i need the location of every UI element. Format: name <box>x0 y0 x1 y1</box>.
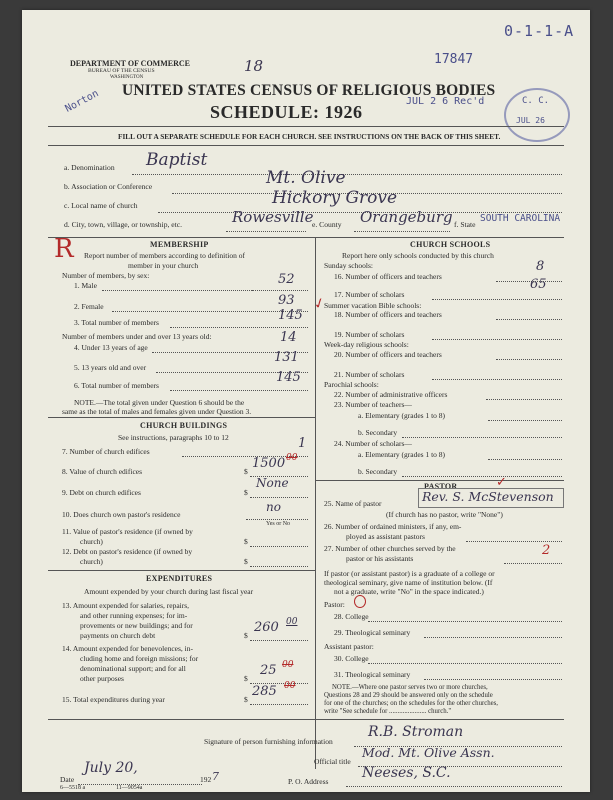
stamp-jul: JUL 26 <box>516 116 545 125</box>
q19-line <box>432 339 562 340</box>
q14-cents: 00 <box>282 660 294 670</box>
q29-line <box>424 637 562 638</box>
q12-label-2: church) <box>80 557 103 566</box>
q24a-line <box>488 459 562 460</box>
q1-line <box>252 290 308 291</box>
q9-label: 9. Debt on church edifices <box>62 488 141 497</box>
q25-value: Rev. S. McStevenson <box>422 489 554 504</box>
pastor-sub-label: Pastor: <box>324 600 345 609</box>
q13-label-3: provements or new buildings; and for <box>80 621 193 630</box>
po-address-line <box>346 786 562 787</box>
q15-value: 285 <box>252 684 277 699</box>
q14-label-2: cluding home and foreign missions; for <box>80 654 199 663</box>
q13-label-1: 13. Amount expended for salaries, repairs, <box>62 601 190 610</box>
bureau-name: BUREAU OF THE CENSUS <box>88 68 155 74</box>
q24-label: 24. Number of scholars— <box>334 439 412 448</box>
q14-label-3: denominational support; and for all <box>80 664 186 673</box>
q28-label: 28. College <box>334 612 369 621</box>
q3-line <box>170 327 308 328</box>
q13-cents: 00 <box>286 617 298 627</box>
q26-line <box>466 541 562 542</box>
stamp-cc: C. C. <box>522 96 550 106</box>
q23a-label: a. Elementary (grades 1 to 8) <box>358 411 446 420</box>
association-label: b. Association or Conference <box>64 182 153 191</box>
q7-label: 7. Number of church edifices <box>62 447 150 456</box>
buildings-sub: See instructions, paragraphs 10 to 12 <box>118 433 229 442</box>
state-value: SOUTH CAROLINA <box>480 213 561 224</box>
pastor-note-2: Questions 28 and 29 should be answered only on the schedule <box>324 692 493 699</box>
pastor-note-1: NOTE.—Where one pastor serves two or more churches, <box>332 684 488 691</box>
q15-label: 15. Total expenditures during year <box>62 695 165 704</box>
q31-label: 31. Theological seminary <box>334 670 411 679</box>
q4-label: 4. Under 13 years of age <box>74 343 148 352</box>
pencil-number: 18 <box>244 57 264 75</box>
q14-value: 25 <box>260 663 277 678</box>
q13-label-4: payments on church debt <box>80 631 156 640</box>
q9-value: None <box>256 476 289 490</box>
weekday-label: Week-day religious schools: <box>324 340 409 349</box>
age-label: Number of members under and over 13 years old: <box>62 332 212 341</box>
q13-value: 260 <box>254 620 279 635</box>
q13-line <box>250 640 308 641</box>
buildings-heading: CHURCH BUILDINGS <box>140 421 228 430</box>
q8-cents: 00 <box>286 453 298 463</box>
print-code: 11—9054a <box>116 785 143 791</box>
q3-value: 145 <box>278 308 303 323</box>
q23a-line <box>488 420 562 421</box>
q10-line <box>246 519 308 520</box>
q15-dollar: $ <box>244 695 248 704</box>
membership-heading: MEMBERSHIP <box>150 240 209 249</box>
stamp-number: 17847 <box>434 52 474 67</box>
q22-label: 22. Number of administrative officers <box>334 390 448 399</box>
q11-line <box>250 546 308 547</box>
q16-label: 16. Number of officers and teachers <box>334 272 442 281</box>
header-rule <box>48 126 564 127</box>
q18-line <box>496 319 562 320</box>
association-value: Mt. Olive <box>266 168 346 188</box>
buildings-rule <box>48 417 315 418</box>
pastor-note-4: write "See schedule for ...................... church." <box>324 708 452 715</box>
q17-line <box>432 299 562 300</box>
q3-label: 3. Total number of members <box>74 318 159 327</box>
q21-line <box>432 379 562 380</box>
q13-label-2: and other running expenses; for im- <box>80 611 188 620</box>
census-schedule-sheet <box>22 10 590 792</box>
q14-dollar: $ <box>244 674 248 683</box>
city-line <box>226 231 306 232</box>
q8-label: 8. Value of church edifices <box>62 467 143 476</box>
q14-label-1: 14. Amount expended for benevolences, in- <box>62 644 194 653</box>
county-label: e. County <box>312 220 342 229</box>
state-label: f. State <box>454 220 476 229</box>
county-value: Orangeburg <box>360 208 453 226</box>
q10-value: no <box>266 500 281 514</box>
q30-label: 30. College <box>334 654 369 663</box>
q23b-label: b. Secondary <box>358 428 398 437</box>
local-name-label: c. Local name of church <box>64 201 138 210</box>
pastor-note-3: for one of the churches; on the schedules for the other churches, <box>324 700 499 707</box>
q24b-label: b. Secondary <box>358 467 398 476</box>
membership-note-1: NOTE.—The total given under Question 6 should be the <box>74 398 245 407</box>
q25-hint: (If church has no pastor, write "None") <box>386 510 503 519</box>
schedule-title: SCHEDULE: 1926 <box>210 102 363 122</box>
year-prefix: 192 <box>200 775 212 784</box>
q24a-label: a. Elementary (grades 1 to 8) <box>358 450 446 459</box>
red-circle-mark <box>354 595 366 608</box>
q27-line <box>504 563 562 564</box>
q17-label: 17. Number of scholars <box>334 290 405 299</box>
parochial-label: Parochial schools: <box>324 380 379 389</box>
q14-label-4: other purposes <box>80 674 124 683</box>
instruction-line: FILL OUT A SEPARATE SCHEDULE FOR EACH CHURCH. SEE INSTRUCTIONS ON THE BACK OF THIS SHEET. <box>118 132 501 141</box>
q27-label-1: 27. Number of other churches served by the <box>324 544 456 553</box>
q10-label: 10. Does church own pastor's residence <box>62 510 181 519</box>
stamp-norton: Norton <box>63 88 101 115</box>
membership-intro-1: Report number of members according to definition of <box>84 251 245 260</box>
denomination-value: Baptist <box>146 150 208 170</box>
expenditures-rule <box>48 570 315 571</box>
membership-note-2: same as the total of males and females given under Question 3. <box>62 407 252 416</box>
signature-label: Signature of person furnishing information <box>204 737 333 746</box>
q12-dollar: $ <box>244 557 248 566</box>
q9-dollar: $ <box>244 488 248 497</box>
grad-text-2: theological seminary, give name of institution below. (If <box>324 578 493 587</box>
bureau-city: WASHINGTON <box>110 75 144 80</box>
q6-label: 6. Total number of members <box>74 381 159 390</box>
q5-label: 5. 13 years old and over <box>74 363 147 372</box>
q22-line <box>486 399 562 400</box>
city-value: Rowesville <box>232 208 314 226</box>
q20-line <box>496 359 562 360</box>
q17-value: 65 <box>530 277 547 292</box>
date-label: Date <box>60 775 75 784</box>
po-address-label: P. O. Address <box>288 777 329 786</box>
q11-label-2: church) <box>80 537 103 546</box>
q8-value: 1500 <box>252 456 286 471</box>
yes-no-hint: Yes or No <box>266 521 291 527</box>
red-tick-pastor: ✓ <box>496 474 507 489</box>
denomination-label: a. Denomination <box>64 163 115 172</box>
q27-label-2: pastor or his assistants <box>346 554 414 563</box>
summer-label: Summer vacation Bible schools: <box>324 301 422 310</box>
q20-label: 20. Number of officers and teachers <box>334 350 442 359</box>
q1-label: 1. Male <box>74 281 97 290</box>
q23b-line <box>402 437 562 438</box>
city-label: d. City, town, village, or township, etc. <box>64 220 183 229</box>
form-title: UNITED STATES CENSUS OF RELIGIOUS BODIES <box>122 82 496 99</box>
year-value: 7 <box>212 770 219 783</box>
official-title-label: Official title <box>314 757 351 766</box>
pastor-rule <box>315 480 564 481</box>
q11-label-1: 11. Value of pastor's residence (if owned by <box>62 527 193 536</box>
column-divider <box>315 237 316 769</box>
q1-leader <box>102 290 272 291</box>
q24b-line <box>402 476 562 477</box>
q8-dollar: $ <box>244 467 248 476</box>
q28-line <box>368 621 562 622</box>
q2-label: 2. Female <box>74 302 104 311</box>
q16-line <box>496 281 562 282</box>
q6-value: 145 <box>276 370 301 385</box>
q12-line <box>250 566 308 567</box>
q15-line <box>250 704 308 705</box>
po-address-value: Neeses, S.C. <box>362 765 451 781</box>
q25-label: 25. Name of pastor <box>324 499 382 508</box>
q27-value: 2 <box>542 543 551 558</box>
q16-value: 8 <box>536 259 545 274</box>
red-mark-r: R <box>54 234 74 264</box>
q18-label: 18. Number of officers and teachers <box>334 310 442 319</box>
q31-line <box>424 679 562 680</box>
q21-label: 21. Number of scholars <box>334 370 405 379</box>
q7-value: 1 <box>298 436 307 451</box>
q1-value: 52 <box>278 272 295 287</box>
q12-label-1: 12. Debt on pastor's residence (if owned by <box>62 547 193 556</box>
expenditures-heading: EXPENDITURES <box>146 574 213 583</box>
schools-heading: CHURCH SCHOOLS <box>410 240 491 249</box>
q2-value: 93 <box>278 293 295 308</box>
signature-value: R.B. Stroman <box>368 724 464 740</box>
county-line <box>354 231 450 232</box>
grad-text-1: If pastor (or assistant pastor) is a graduate of a college or <box>324 569 495 578</box>
q30-line <box>368 663 562 664</box>
red-tick-membership: ✓ <box>311 295 328 314</box>
sunday-label: Sunday schools: <box>324 261 373 270</box>
footer-rule <box>48 719 564 720</box>
local-name-value: Hickory Grove <box>272 188 398 208</box>
q6-line <box>170 390 308 391</box>
corner-code: 0-1-1-A <box>504 22 575 40</box>
form-code: 6—5518 a <box>60 785 86 791</box>
q9-line <box>250 497 308 498</box>
expenditures-sub: Amount expended by your church during last fiscal year <box>84 587 254 596</box>
q26-label-2: ployed as assistant pastors <box>346 532 425 541</box>
stamp-received: JUL 2 6 Rec'd <box>406 96 485 107</box>
grad-text-3: not a graduate, write "No" in the space indicated.) <box>334 587 484 596</box>
assistant-label: Assistant pastor: <box>324 642 374 651</box>
q11-dollar: $ <box>244 537 248 546</box>
date-value: July 20, <box>84 760 138 776</box>
official-title-value: Mod. Mt. Olive Assn. <box>362 745 495 760</box>
membership-intro-2: member in your church <box>128 261 199 270</box>
pastor-heading: PASTOR <box>424 482 458 491</box>
q13-dollar: $ <box>244 631 248 640</box>
q23-label: 23. Number of teachers— <box>334 400 412 409</box>
q4-value: 14 <box>280 330 297 345</box>
q19-label: 19. Number of scholars <box>334 330 405 339</box>
denomination-line <box>132 174 562 175</box>
q5-value: 131 <box>274 350 299 365</box>
schools-sub: Report here only schools conducted by this church <box>342 251 494 260</box>
instruction-rule <box>48 145 564 146</box>
q29-label: 29. Theological seminary <box>334 628 411 637</box>
q26-label-1: 26. Number of ordained ministers, if any, em- <box>324 522 462 531</box>
dept-name: DEPARTMENT OF COMMERCE <box>70 59 191 68</box>
members-by-sex: Number of members, by sex: <box>62 271 150 280</box>
section-rule-top <box>48 237 564 238</box>
q15-cents: 00 <box>284 681 296 691</box>
